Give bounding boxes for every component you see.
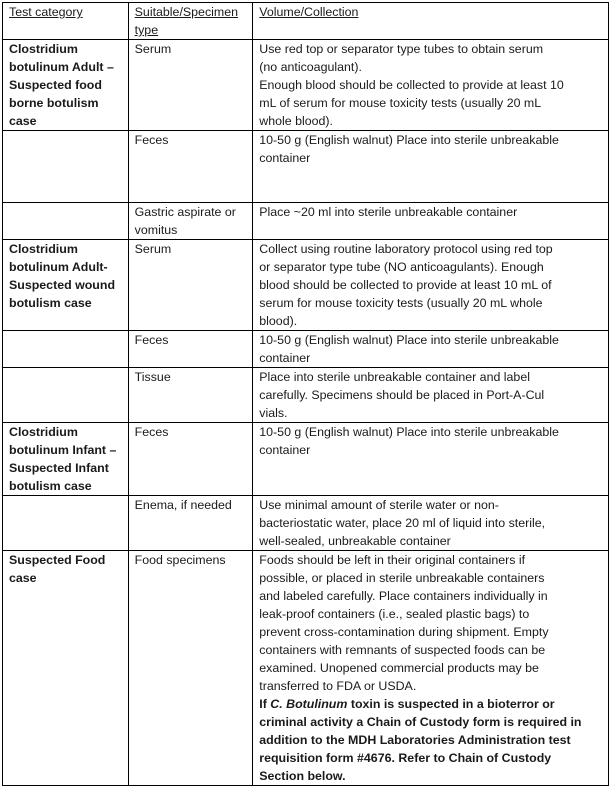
text-line: botulism case <box>9 296 92 310</box>
cell-test-category <box>3 40 129 131</box>
cell-volume-collection <box>253 423 609 496</box>
text-line: leak-proof containers (i.e., sealed plastic bags) to <box>259 607 530 621</box>
text-line: Volume/Collection <box>259 5 359 19</box>
text-line: Clostridium <box>9 425 78 439</box>
text-line: 10-50 g (English walnut) Place into sterile unbreakable <box>259 333 559 347</box>
table-row <box>3 40 609 131</box>
text-line: carefully. Specimens should be placed in Port-A-Cul <box>259 388 545 402</box>
text-line: Feces <box>134 133 169 147</box>
text-line: Use minimal amount of sterile water or non- <box>259 498 499 512</box>
text-line: well-sealed, unbreakable container <box>259 534 451 548</box>
text-line: botulism case <box>9 479 92 493</box>
header-row <box>3 3 609 40</box>
note-prefix: If <box>259 697 271 711</box>
text-line: 10-50 g (English walnut) Place into sterile unbreakable <box>259 425 559 439</box>
text-line: container <box>259 351 311 365</box>
table-row <box>3 331 609 368</box>
table-row <box>3 423 609 496</box>
text-line: Serum <box>134 242 172 256</box>
text-line: Suspected Food <box>9 553 106 567</box>
table-row <box>3 551 609 786</box>
text-line: case <box>9 114 37 128</box>
cell-volume-collection <box>253 131 609 203</box>
text-line: transferred to FDA or USDA. <box>259 679 417 693</box>
text-line: Enema, if needed <box>134 498 232 512</box>
cell-test-category <box>3 496 129 551</box>
text-line: Collect using routine laboratory protocol using red top <box>259 242 553 256</box>
text-line: (no anticoagulant). <box>259 60 362 74</box>
cell-test-category <box>3 131 129 203</box>
text-line: Place into sterile unbreakable container and label <box>259 370 530 384</box>
volume-text <box>259 551 602 695</box>
cell-volume-collection <box>253 551 609 786</box>
cell-test-category <box>3 551 129 786</box>
cell-test-category <box>3 240 129 331</box>
text-line: Feces <box>134 333 169 347</box>
table-row <box>3 203 609 240</box>
text-line: type <box>134 23 159 37</box>
chain-of-custody-note <box>259 695 602 713</box>
cell-test-category <box>3 331 129 368</box>
text-line: blood should be collected to provide at least 10 mL of <box>259 278 552 292</box>
text-line: botulinum Adult- <box>9 260 108 274</box>
text-line: bacteriostatic water, place 20 ml of liquid into sterile, <box>259 516 546 530</box>
text-line: criminal activity a Chain of Custody form is required in <box>259 715 582 729</box>
cell-volume-collection <box>253 331 609 368</box>
text-line: Foods should be left in their original containers if <box>259 553 526 567</box>
text-line: Enough blood should be collected to provide at least 10 <box>259 78 564 92</box>
cell-volume-collection <box>253 240 609 331</box>
header-test-category <box>3 3 129 40</box>
note-suffix: toxin is suspected in a bioterror or <box>347 697 555 711</box>
text-line: requisition form #4676. Refer to Chain of Custody <box>259 751 552 765</box>
text-line: Suspected Infant <box>9 461 109 475</box>
cell-test-category <box>3 423 129 496</box>
text-line: Section below. <box>259 769 346 783</box>
text-line: mL of serum for mouse toxicity tests (usually 20 mL <box>259 96 542 110</box>
cell-test-category <box>3 203 129 240</box>
cell-volume-collection <box>253 496 609 551</box>
text-line: container <box>259 443 311 457</box>
text-line: and labeled carefully. Place containers individually in <box>259 589 548 603</box>
cell-specimen-type <box>128 240 253 331</box>
table-row <box>3 240 609 331</box>
text-line: possible, or placed in sterile unbreakable containers <box>259 571 545 585</box>
text-line: addition to the MDH Laboratories Administration test <box>259 733 571 747</box>
header-specimen-type <box>128 3 253 40</box>
text-line: Suspected wound <box>9 278 116 292</box>
text-line: borne botulism <box>9 96 99 110</box>
text-line: containers with remnants of suspected foods can be <box>259 643 546 657</box>
header-volume-collection <box>253 3 609 40</box>
text-line: blood). <box>259 314 298 328</box>
cell-specimen-type <box>128 131 253 203</box>
cell-specimen-type <box>128 551 253 786</box>
text-line: Test category <box>9 5 83 19</box>
text-line: whole blood). <box>259 114 333 128</box>
text-line: examined. Unopened commercial products may be <box>259 661 539 675</box>
specimen-collection-table <box>2 2 609 786</box>
text-line: Clostridium <box>9 42 78 56</box>
text-line: Feces <box>134 425 169 439</box>
table-row <box>3 131 609 203</box>
text-line: vials. <box>259 406 288 420</box>
cell-volume-collection <box>253 203 609 240</box>
organism-name: C. Botulinum <box>270 697 348 711</box>
cell-specimen-type <box>128 331 253 368</box>
text-line: case <box>9 571 37 585</box>
text-line: Serum <box>134 42 172 56</box>
cell-specimen-type <box>128 423 253 496</box>
text-line: Place ~20 ml into sterile unbreakable container <box>259 205 518 219</box>
cell-test-category <box>3 368 129 423</box>
text-line: vomitus <box>134 223 178 237</box>
text-line: serum for mouse toxicity tests (usually 20 mL whole <box>259 296 543 310</box>
cell-specimen-type <box>128 40 253 131</box>
chain-of-custody-note-lines <box>259 713 602 785</box>
text-line: Suitable/Specimen <box>134 5 238 19</box>
table-row <box>3 368 609 423</box>
text-line: botulinum Infant – <box>9 443 117 457</box>
text-line: Tissue <box>134 370 171 384</box>
text-line: Food specimens <box>134 553 226 567</box>
cell-specimen-type <box>128 203 253 240</box>
text-line: botulinum Adult – <box>9 60 114 74</box>
cell-specimen-type <box>128 368 253 423</box>
text-line: 10-50 g (English walnut) Place into sterile unbreakable <box>259 133 559 147</box>
table-row <box>3 496 609 551</box>
text-line: Gastric aspirate or <box>134 205 236 219</box>
text-line: Use red top or separator type tubes to obtain serum <box>259 42 544 56</box>
text-line: prevent cross-contamination during shipment. Empty <box>259 625 549 639</box>
text-line: or separator type tube (NO anticoagulants). Enough <box>259 260 544 274</box>
cell-volume-collection <box>253 40 609 131</box>
text-line: Clostridium <box>9 242 78 256</box>
cell-specimen-type <box>128 496 253 551</box>
cell-volume-collection <box>253 368 609 423</box>
text-line: container <box>259 151 311 165</box>
text-line: Suspected food <box>9 78 102 92</box>
